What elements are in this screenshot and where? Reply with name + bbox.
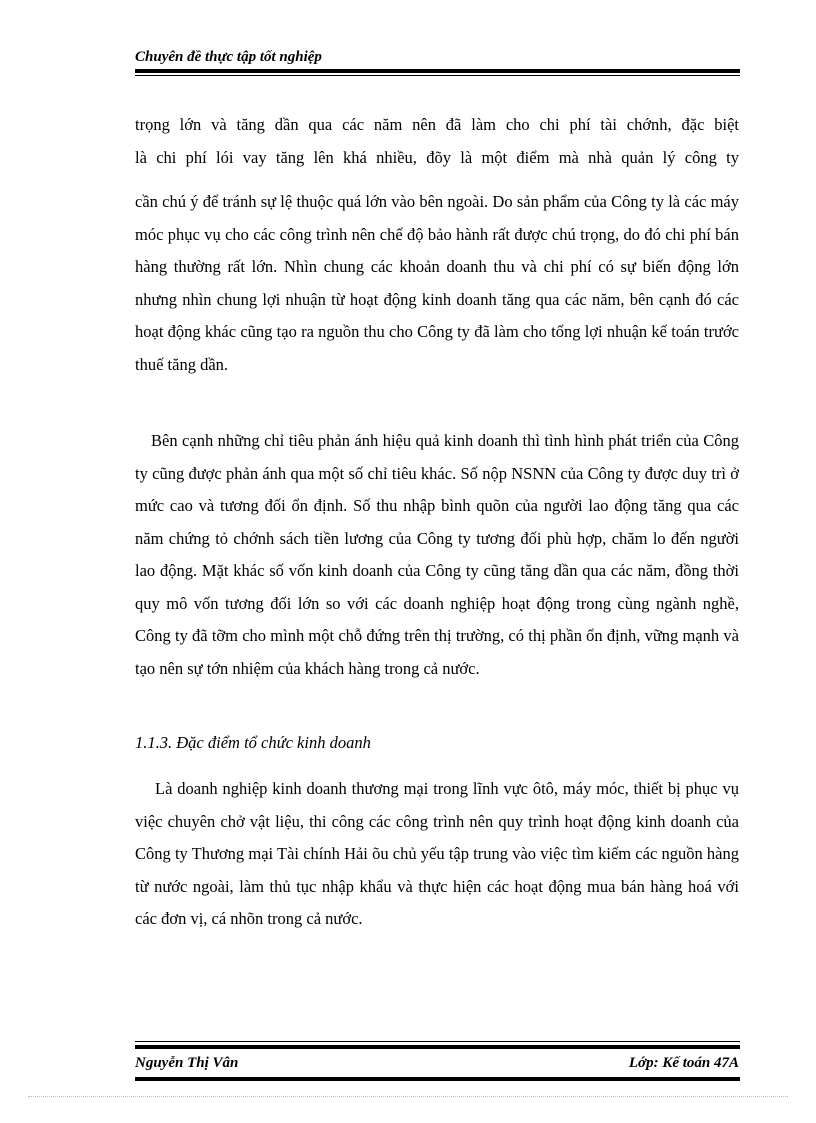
paragraph-1	[135, 109, 739, 174]
paragraph-1-line-2: là chi phí lói vay tăng lên khá nhiều, đõy là một điểm mà nhà quản lý công ty	[135, 147, 739, 167]
page-bottom-dots	[28, 1096, 788, 1098]
footer-rule-thick	[135, 1045, 740, 1049]
header-rule-thick	[135, 69, 740, 73]
section-heading: 1.1.3. Đặc điểm tổ chức kinh doanh	[135, 733, 371, 752]
footer-author: Nguyễn Thị Vân	[135, 1055, 239, 1071]
paragraph-3: Bên cạnh những chỉ tiêu phản ánh hiệu quả kinh doanh thì tình hình phát triển của Công ty cũng được phản ánh qua một số chỉ tiêu khác. Số nộp NSNN của Công ty được duy trì ở mức cao và tương đối ổn định. Số thu nhập bình quõn của người lao động tăng qua các năm chứng tỏ chớnh sách tiền lương của Công ty tương đối phù hợp, chăm lo đến người lao động. Mặt khác số vốn kinh doanh của Công ty cũng tăng dần qua các năm, đồng thời quy mô vốn tương đối lớn so với các doanh nghiệp hoạt động trong cùng ngành nghề, Công ty đã tỡm cho mình một chỗ đứng trên thị trường, có thị phần ổn định, vững mạnh và tạo nên sự tớn nhiệm của khách hàng trong cả nước.	[135, 431, 739, 678]
footer-bottom-rule	[135, 1077, 740, 1081]
footer-class: Lớp: Kế toán 47A	[628, 1055, 739, 1071]
paragraph-2: cần chú ý để tránh sự lệ thuộc quá lớn vào bên ngoài. Do sản phẩm của Công ty là các máy móc phục vụ cho các công trình nên chế độ bảo hành rất được chú trọng, do đó chi phí bán hàng thường rất lớn. Nhìn chung các khoản doanh thu và chi phí có sự biến động lớn nhưng nhìn chung lợi nhuận từ hoạt động kinh doanh tăng qua các năm, bên cạnh đó các hoạt động khác cũng tạo ra nguồn thu cho Công ty đã làm cho tổng lợi nhuận kế toán trước thuế tăng dần.	[135, 192, 739, 374]
header-title: Chuyên đề thực tập tốt nghiệp	[135, 49, 322, 65]
footer-rule-thin	[135, 1041, 740, 1042]
header-rule-thin	[135, 75, 740, 76]
paragraph-4: Là doanh nghiệp kinh doanh thương mại trong lĩnh vực ôtô, máy móc, thiết bị phục vụ việc chuyên chở vật liệu, thi công các công trình nên quy trình hoạt động kinh doanh của Công ty Thương mại Tài chính Hải õu chủ yếu tập trung vào việc tìm kiếm các nguồn hàng từ nước ngoài, làm thủ tục nhập khẩu và thực hiện các hoạt động mua bán hàng hoá với các đơn vị, cá nhõn trong cả nước.	[135, 779, 739, 928]
paragraph-1-line-1: trọng lớn và tăng dần qua các năm nên đã làm cho chi phí tài chớnh, đặc biệt	[135, 115, 739, 134]
